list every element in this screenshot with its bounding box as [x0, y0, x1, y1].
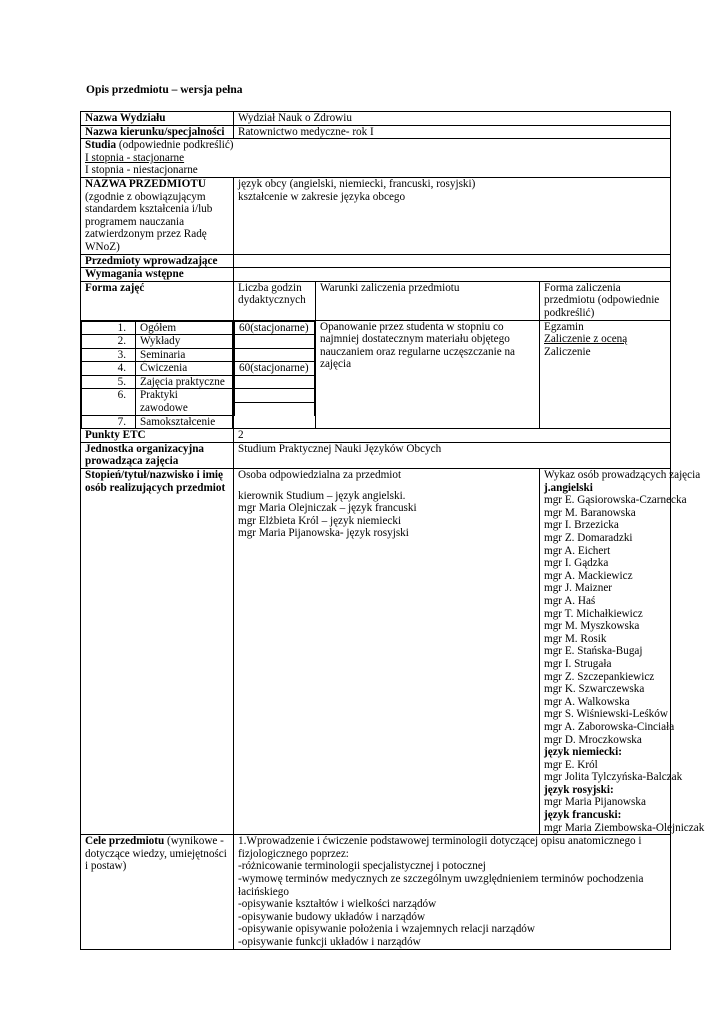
hours-value	[235, 403, 315, 416]
teacher: mgr M. Rosik	[544, 632, 607, 645]
forms-header-row	[81, 281, 671, 320]
list-item	[82, 348, 233, 362]
list-item	[82, 375, 233, 389]
staff-responsible-cell	[234, 469, 540, 835]
faculty-row	[81, 112, 671, 126]
major-row	[81, 125, 671, 139]
requirements-row	[81, 268, 671, 282]
teacher: mgr I. Brzezicka	[544, 519, 619, 532]
teacher: mgr A. Zaborowska-Cinciała	[544, 720, 675, 733]
forms-body-row	[81, 320, 671, 429]
goal-line: -opisywanie kształtów i wielkości narządów	[238, 898, 437, 911]
staff-list-cell	[540, 469, 705, 835]
studies-option-stationary: I stopnia - stacjonarne	[85, 151, 185, 164]
list-item	[82, 335, 233, 349]
list-item-number: 1.	[82, 321, 136, 335]
hours-value: 60(stacjonarne)	[235, 321, 315, 335]
list-item-number: 4.	[82, 362, 136, 376]
teacher: mgr A. Eichert	[544, 544, 611, 557]
list-item-number: 6.	[82, 389, 136, 415]
goal-line: -opisywanie funkcji układów i narządów	[238, 936, 421, 948]
faculty-label: Nazwa Wydziału	[81, 112, 234, 126]
list-item-name: Zajęcia praktyczne	[136, 375, 233, 389]
ects-label: Punkty ETC	[81, 429, 234, 443]
course-description-table	[80, 111, 705, 950]
form-option-exam: Egzamin	[544, 320, 584, 333]
requirements-label: Wymagania wstępne	[81, 268, 234, 282]
teacher: mgr J. Maizner	[544, 582, 613, 595]
teacher: mgr Jolita Tylczyńska-Balczak	[544, 771, 683, 784]
form-option-credit: Zaliczenie	[544, 345, 591, 358]
hours-value	[235, 389, 315, 403]
staff-list-header: Wykaz osób prowadzących zajęcia	[544, 469, 701, 482]
prerequisites-value	[234, 254, 671, 268]
responsible-person: mgr Elżbieta Król – język niemiecki	[238, 514, 402, 527]
teacher: mgr I. Gądzka	[544, 557, 609, 570]
list-item	[82, 362, 233, 376]
ects-value: 2	[234, 429, 671, 443]
teacher: mgr I. Strugała	[544, 657, 612, 670]
forms-hours-cell	[234, 320, 316, 429]
subject-value-cell	[234, 177, 671, 254]
major-label: Nazwa kierunku/specjalności	[81, 125, 234, 139]
list-item-name: Praktyki zawodowe	[136, 389, 233, 415]
form-option-graded-credit: Zaliczenie z oceną	[544, 333, 628, 346]
teacher: mgr Maria Ziembowska-Olejniczak	[544, 821, 705, 834]
forms-col-form: Forma zaliczenia przedmiotu (odpowiednie podkreślić)	[540, 281, 671, 320]
staff-label: Stopień/tytuł/nazwisko i imię osób realizujących przedmiot	[81, 469, 234, 835]
unit-value: Studium Praktycznej Nauki Języków Obcych	[234, 442, 671, 468]
major-value: Ratownictwo medyczne- rok I	[234, 125, 671, 139]
forms-list	[81, 321, 233, 429]
goal-line: -opisywanie budowy układów i narządów	[238, 910, 426, 923]
list-item	[82, 389, 233, 415]
prerequisites-label: Przedmioty wprowadzające	[81, 254, 234, 268]
hours-value	[235, 375, 315, 389]
teacher: mgr S. Wiśniewski-Leśków	[544, 708, 668, 721]
teacher: mgr D. Mroczkowska	[544, 733, 642, 746]
teacher: mgr A. Mackiewicz	[544, 569, 633, 582]
responsible-person: kierownik Studium – język angielski.	[238, 489, 406, 502]
faculty-value: Wydział Nauk o Zdrowiu	[234, 112, 671, 126]
list-item-name: Ogółem	[136, 321, 233, 335]
teacher: mgr Maria Pijanowska	[544, 796, 646, 809]
hours-value	[235, 348, 315, 362]
forms-hours-list	[234, 321, 315, 416]
teacher: mgr T. Michałkiewicz	[544, 607, 643, 620]
unit-row	[81, 442, 671, 468]
staff-row	[81, 469, 671, 835]
teacher: mgr M. Baranowska	[544, 506, 636, 519]
teacher: mgr E. Gąsiorowska-Czarnecka	[544, 494, 687, 507]
teacher: mgr A. Walkowska	[544, 695, 630, 708]
list-item-name: Seminaria	[136, 348, 233, 362]
german-header: język niemiecki:	[544, 746, 622, 759]
responsible-person: mgr Maria Pijanowska- język rosyjski	[238, 527, 409, 540]
forms-conditions-text: Opanowanie przez studenta w stopniu co najmniej dostatecznym materiału objętego nauczaniem oraz regularne uczęszczanie na zajęcia	[316, 320, 540, 429]
goal-line: 1.Wprowadzenie i ćwiczenie podstawowej terminologii dotyczącej opisu anatomicznego i fizjologicznego poprzez:	[238, 835, 642, 860]
list-item	[82, 321, 233, 335]
subject-label-cell	[81, 177, 234, 254]
subject-note: (zgodnie z obowiązującym standardem kształcenia i/lub programem nauczania zatwierdzonym przez Radę WNoZ)	[85, 190, 213, 253]
responsible-person: mgr Maria Olejniczak – język francuski	[238, 502, 417, 515]
goal-line: -wymowę terminów medycznych ze szczególnym uwzględnieniem terminów pochodzenia łacińskiego	[238, 873, 644, 898]
list-item-name: Ćwiczenia	[136, 362, 233, 376]
teacher: mgr Z. Domaradzki	[544, 532, 633, 544]
studies-label-note: (odpowiednie podkreślić)	[116, 139, 234, 152]
forms-col-conditions: Warunki zaliczenia przedmiotu	[316, 281, 540, 320]
goals-content	[234, 835, 671, 949]
teacher: mgr Z. Szczepankiewicz	[544, 670, 655, 683]
goal-line: -opisywanie opisywanie położenia i wzajemnych relacji narządów	[238, 923, 535, 936]
teacher: mgr K. Szwarczewska	[544, 683, 645, 696]
unit-label: Jednostka organizacyjna prowadząca zajęcia	[81, 442, 234, 468]
russian-header: język rosyjski:	[544, 783, 614, 796]
teacher: mgr A. Haś	[544, 594, 596, 607]
subject-row	[81, 177, 671, 254]
list-item	[82, 415, 233, 428]
forms-form-options	[540, 320, 671, 429]
goals-label-note: (wynikowe - dotyczące wiedzy, umiejętności i postaw)	[85, 835, 227, 873]
hours-value: 60(stacjonarne)	[235, 362, 315, 376]
studies-cell	[81, 139, 671, 178]
list-item-name: Samokształcenie	[136, 415, 233, 428]
subject-value-1: język obcy (angielski, niemiecki, francuski, rosyjski)	[238, 177, 476, 190]
prerequisites-row	[81, 254, 671, 268]
teacher: mgr E. Król	[544, 758, 598, 771]
list-item-number: 7.	[82, 415, 136, 428]
page-title: Opis przedmiotu – wersja pełna	[86, 84, 243, 96]
goals-label: Cele przedmiotu	[85, 835, 165, 848]
responsible-header: Osoba odpowiedzialna za przedmiot	[238, 469, 402, 482]
forms-list-cell	[81, 320, 234, 429]
subject-value-2: kształcenie w zakresie języka obcego	[238, 190, 406, 203]
forms-label: Forma zajęć	[81, 281, 234, 320]
goals-row	[81, 835, 671, 949]
goals-label-cell	[81, 835, 234, 949]
hours-value	[235, 335, 315, 349]
teacher: mgr M. Myszkowska	[544, 620, 640, 633]
requirements-value	[234, 268, 671, 282]
english-header: j.angielski	[544, 481, 593, 494]
list-item-number: 5.	[82, 375, 136, 389]
french-header: język francuski:	[544, 809, 622, 822]
studies-label: Studia	[85, 139, 117, 152]
forms-col-hours: Liczba godzin dydaktycznych	[234, 281, 316, 320]
list-item-number: 2.	[82, 335, 136, 349]
subject-label: NAZWA PRZEDMIOTU	[85, 177, 206, 190]
goal-line: -różnicowanie terminologii specjalistycznej i potocznej	[238, 860, 486, 873]
list-item-number: 3.	[82, 348, 136, 362]
ects-row	[81, 429, 671, 443]
list-item-name: Wykłady	[136, 335, 233, 349]
studies-option-part-time: I stopnia - niestacjonarne	[85, 164, 198, 177]
studies-row	[81, 139, 671, 178]
teacher: mgr E. Stańska-Bugaj	[544, 645, 643, 658]
